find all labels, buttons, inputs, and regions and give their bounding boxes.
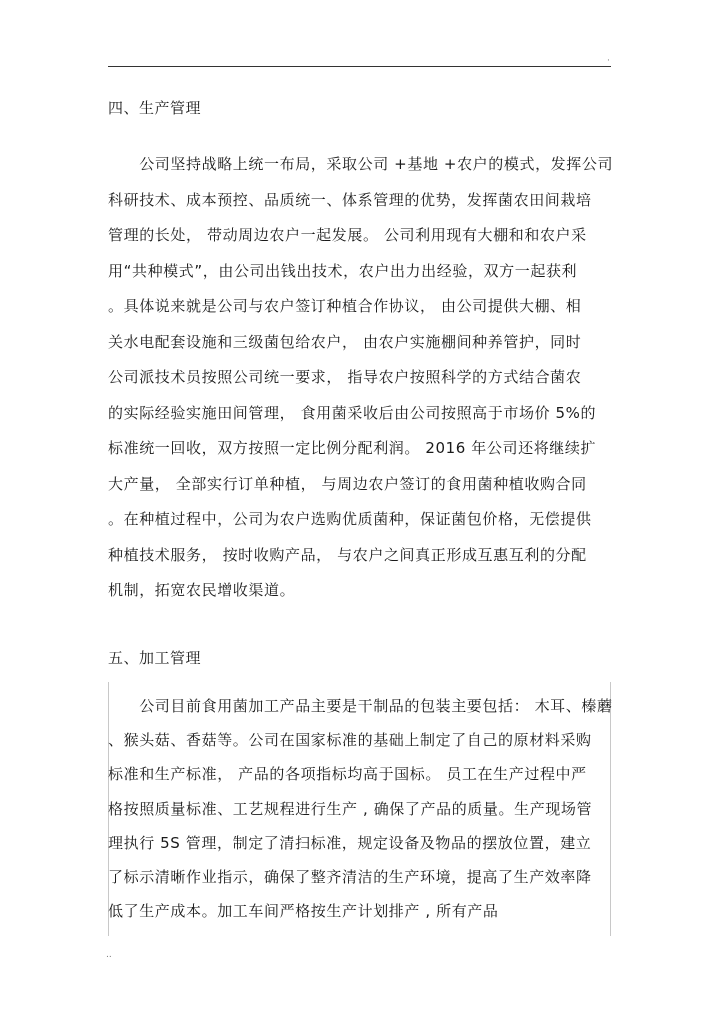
production-paragraph xyxy=(108,154,614,614)
text-line: 理执行 5S 管理，制定了清扫标准，规定设备及物品的摆放位置，建立 xyxy=(108,833,592,852)
text-line: 标准和生产标准， 产品的各项指标均高于国标。 员工在生产过程中严 xyxy=(108,765,587,784)
text-line: 管理的长处， 带动周边农户一起发展。 公司利用现有大棚和和农户采 xyxy=(108,226,587,244)
text-line: 了标示清晰作业指示，确保了整齐清洁的生产环境，提高了生产效率降 xyxy=(108,868,592,886)
text-line: 。在种植过程中，公司为农户选购优质菌种，保证菌包价格，无偿提供 xyxy=(108,510,592,528)
text-line: 公司派技术员按照公司统一要求， 指导农户按照科学的方式结合菌农 xyxy=(108,368,582,386)
section-heading-production: 四、生产管理 xyxy=(108,99,202,117)
section-heading-processing: 五、加工管理 xyxy=(108,649,202,667)
text-line: 公司目前食用菌加工产品主要是干制品的包装主要包括： 木耳、榛蘑 xyxy=(108,697,613,715)
text-line: 大产量， 全部实行订单种植， 与周边农户签订的食用菌种植收购合同 xyxy=(108,474,587,493)
text-line: 种植技术服务， 按时收购产品， 与农户之间真正形成互惠互利的分配 xyxy=(108,545,587,564)
processing-paragraph xyxy=(108,696,611,936)
text-line: 、猴头菇、香菇等。公司在国家标准的基础上制定了自己的原材料采购 xyxy=(108,731,592,750)
header-rule xyxy=(108,66,611,67)
text-line: 的实际经验实施田间管理， 食用菌采收后由公司按照高于市场价 5%的 xyxy=(108,403,597,422)
text-line: 机制，拓宽农民增收渠道。 xyxy=(108,581,296,599)
text-line: 。具体说来就是公司与农户签订种植合作协议， 由公司提供大棚、相 xyxy=(108,297,582,315)
text-line: 标准统一回收，双方按照一定比例分配利润。 2016 年公司还将继续扩 xyxy=(108,439,597,457)
text-line: 关水电配套设施和三级菌包给农户， 由农户实施棚间种养管护，同时 xyxy=(108,332,582,351)
page-corner-mark: · xyxy=(607,56,610,66)
text-line: 公司坚持战略上统一布局，采取公司 +基地 +农户的模式，发挥公司 xyxy=(108,155,614,173)
text-line: 低了生产成本。加工车间严格按生产计划排产 , 所有产品 xyxy=(108,902,499,921)
text-line: 科研技术、成本预控、品质统一、体系管理的优势，发挥菌农田间栽培 xyxy=(108,190,592,209)
page-bottom-mark: .. xyxy=(106,950,112,960)
text-line: 格按照质量标准、工艺规程进行生产 , 确保了产品的质量。生产现场管 xyxy=(108,799,593,818)
text-line: 用“共种模式”，由公司出钱出技术，农户出力出经验，双方一起获利 xyxy=(108,261,578,280)
